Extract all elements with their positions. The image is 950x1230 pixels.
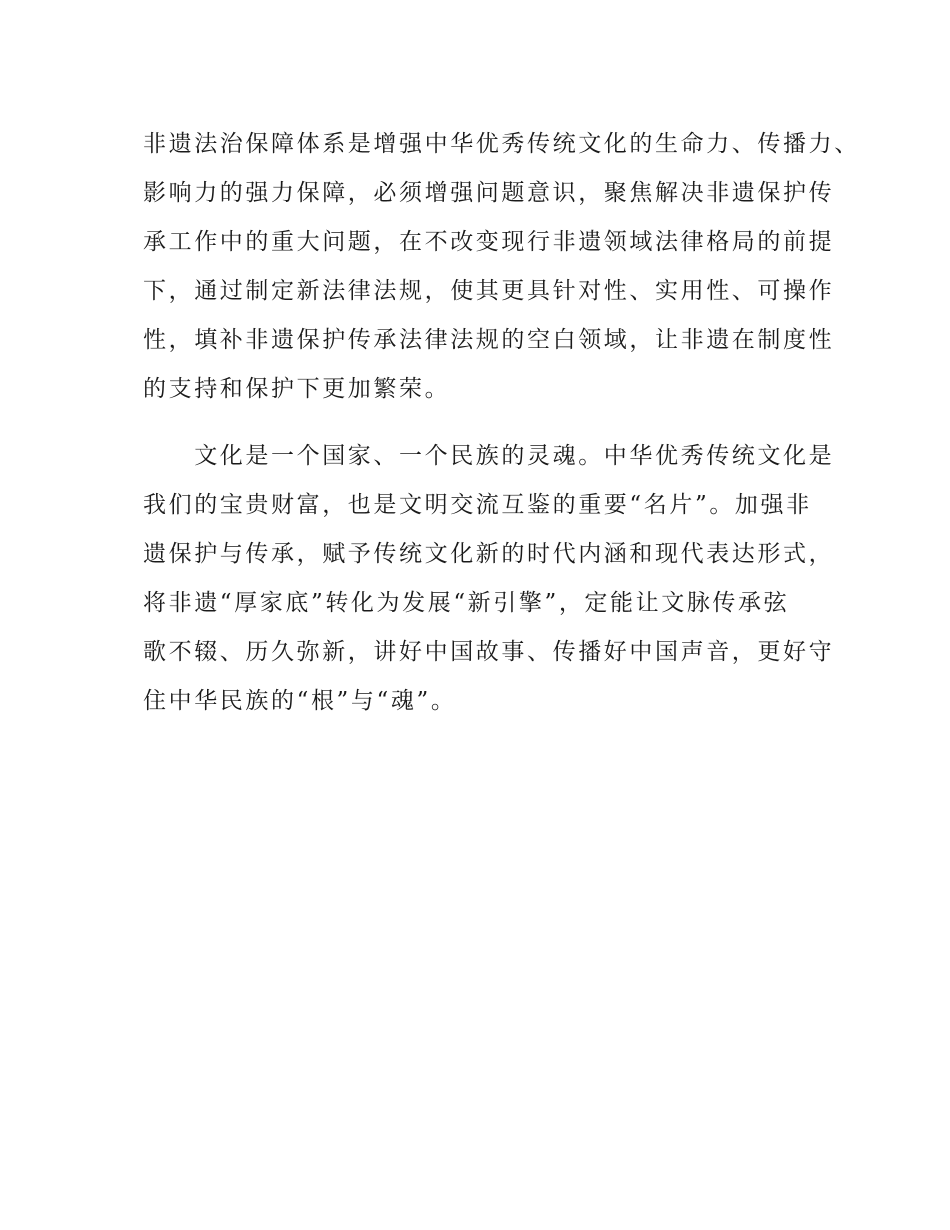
paragraph-spacer: [143, 414, 833, 432]
text-line: 非遗法治保障体系是增强中华优秀传统文化的生命力、传播力、: [143, 131, 860, 157]
text-line: 影响力的强力保障，必须增强问题意识，聚焦解决非遗保护传: [143, 180, 835, 206]
text-line: 文化是一个国家、一个民族的灵魂。中华优秀传统文化是: [143, 443, 835, 469]
text-line: 承工作中的重大问题，在不改变现行非遗领域法律格局的前提: [143, 229, 835, 255]
text-line: 的支持和保护下更加繁荣。: [143, 376, 451, 402]
text-line: 歌不辍、历久弥新，讲好中国故事、传播好中国声音，更好守: [143, 639, 835, 665]
text-line: 我们的宝贵财富，也是文明交流互鉴的重要“名片”。加强非: [143, 492, 812, 518]
text-line: 住中华民族的“根”与“魂”。: [143, 688, 457, 714]
text-line: 遗保护与传承，赋予传统文化新的时代内涵和现代表达形式，: [143, 541, 835, 567]
paragraph-2: [143, 432, 833, 726]
paragraph-1: [143, 120, 860, 414]
text-line: 下，通过制定新法律法规，使其更具针对性、实用性、可操作: [143, 278, 835, 304]
document-body: [143, 120, 860, 726]
text-line: 性，填补非遗保护传承法律法规的空白领域，让非遗在制度性: [143, 327, 835, 353]
text-line: 将非遗“厚家底”转化为发展“新引擎”，定能让文脉传承弦: [143, 590, 790, 616]
